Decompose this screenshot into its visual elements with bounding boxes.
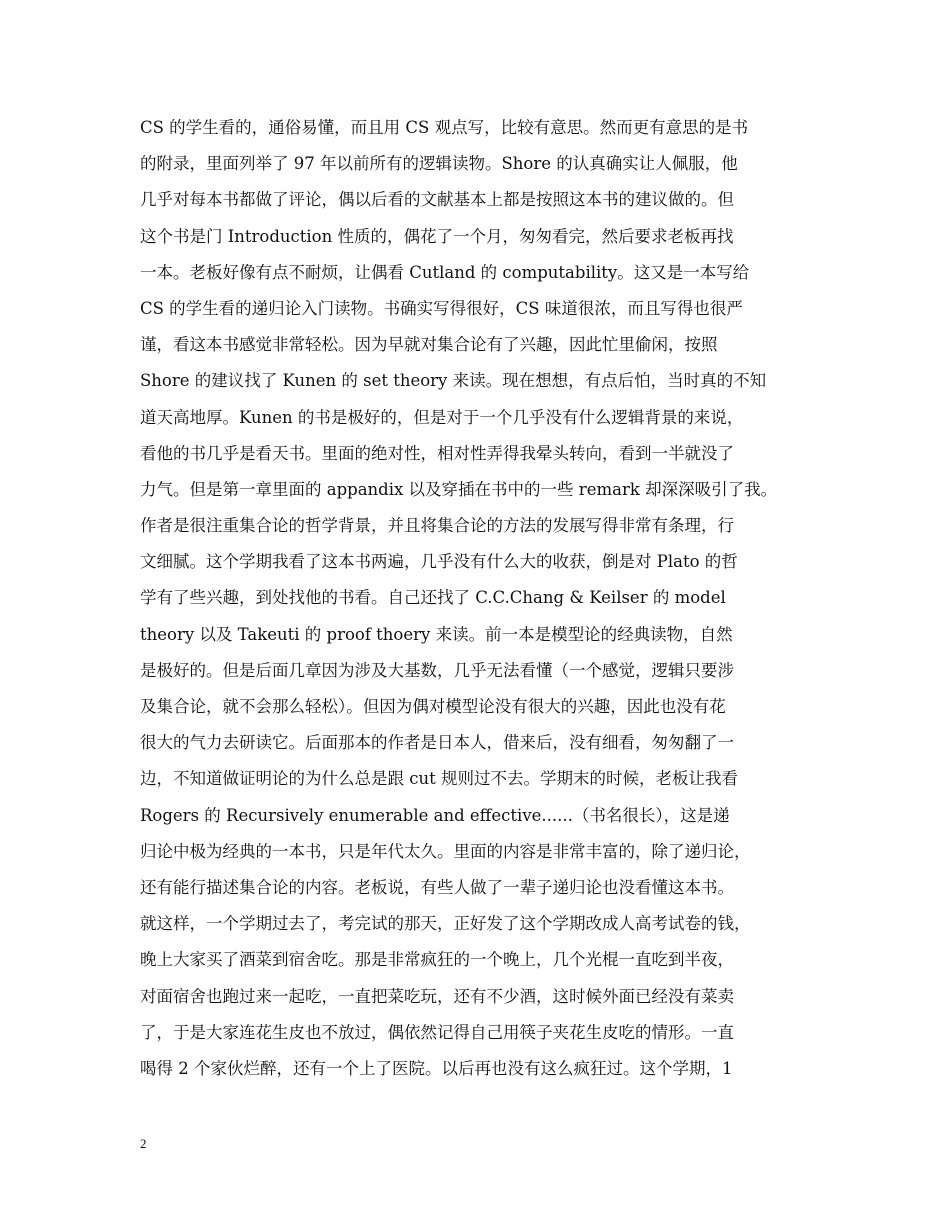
- text-line: 还有能行描述集合论的内容。老板说，有些人做了一辈子递归论也没看懂这本书。: [140, 877, 734, 897]
- text-line: 作者是很注重集合论的哲学背景，并且将集合论的方法的发展写得非常有条理，行: [140, 516, 734, 536]
- text-line: 几乎对每本书都做了评论，偶以后看的文献基本上都是按照这本书的建议做的。但: [140, 190, 734, 210]
- text-line: 归论中极为经典的一本书，只是年代太久。里面的内容是非常丰富的，除了递归论，: [140, 841, 751, 861]
- text-line: 晚上大家买了酒菜到宿舍吃。那是非常疯狂的一个晚上，几个光棍一直吃到半夜，: [140, 950, 734, 970]
- text-line: 文细腻。这个学期我看了这本书两遍，几乎没有什么大的收获，倒是对 Plato 的哲: [140, 552, 738, 572]
- text-line: 了，于是大家连花生皮也不放过，偶依然记得自己用筷子夹花生皮吃的情形。一直: [140, 1022, 734, 1042]
- body-text: [140, 110, 820, 1087]
- text-line: 看他的书几乎是看天书。里面的绝对性，相对性弄得我晕头转向，看到一半就没了: [140, 443, 734, 463]
- text-line: 的附录，里面列举了 97 年以前所有的逻辑读物。Shore 的认真确实让人佩服，他: [140, 154, 738, 174]
- text-line: 道天高地厚。Kunen 的书是极好的，但是对于一个几乎没有什么逻辑背景的来说，: [140, 407, 744, 427]
- text-line: 一本。老板好像有点不耐烦，让偶看 Cutland 的 computability。这又是一本写给: [140, 262, 750, 282]
- text-line: 喝得 2 个家伙烂醉，还有一个上了医院。以后再也没有这么疯狂过。这个学期，1: [140, 1058, 733, 1078]
- text-line: Rogers 的 Recursively enumerable and effective......（书名很长），这是递: [140, 805, 730, 825]
- page-number: 2: [140, 1136, 147, 1151]
- text-line: 及集合论，就不会那么轻松）。但因为偶对模型论没有很大的兴趣，因此也没有花: [140, 697, 726, 716]
- text-line: theory 以及 Takeuti 的 proof thoery 来读。前一本是模型论的经典读物，自然: [140, 624, 733, 644]
- text-line: 是极好的。但是后面几章因为涉及大基数，几乎无法看懂（一个感觉，逻辑只要涉: [140, 660, 734, 680]
- text-line: 对面宿舍也跑过来一起吃，一直把菜吃玩，还有不少酒，这时候外面已经没有菜卖: [140, 986, 734, 1006]
- text-line: Shore 的建议找了 Kunen 的 set theory 来读。现在想想，有点后怕，当时真的不知: [140, 371, 767, 391]
- text-line: 就这样，一个学期过去了，考完试的那天，正好发了这个学期改成人高考试卷的钱，: [140, 914, 751, 934]
- text-line: 这个书是门 Introduction 性质的，偶花了一个月，匆匆看完，然后要求老板再找: [140, 226, 734, 246]
- text-line: 很大的气力去研读它。后面那本的作者是日本人，借来后，没有细看，匆匆翻了一: [140, 733, 734, 753]
- text-line: CS 的学生看的，通俗易懂，而且用 CS 观点写，比较有意思。然而更有意思的是书: [140, 118, 749, 137]
- text-line: 边，不知道做证明论的为什么总是跟 cut 规则过不去。学期末的时候，老板让我看: [140, 769, 738, 789]
- text-line: 力气。但是第一章里面的 appandix 以及穿插在书中的一些 remark 却深深吸引了我。: [140, 479, 778, 499]
- text-line: 谨，看这本书感觉非常轻松。因为早就对集合论有了兴趣，因此忙里偷闲，按照: [140, 335, 718, 355]
- text-line: 学有了些兴趣，到处找他的书看。自己还找了 C.C.Chang & Keilser 的 model: [140, 588, 726, 608]
- text-line: CS 的学生看的递归论入门读物。书确实写得很好，CS 味道很浓，而且写得也很严: [140, 298, 743, 318]
